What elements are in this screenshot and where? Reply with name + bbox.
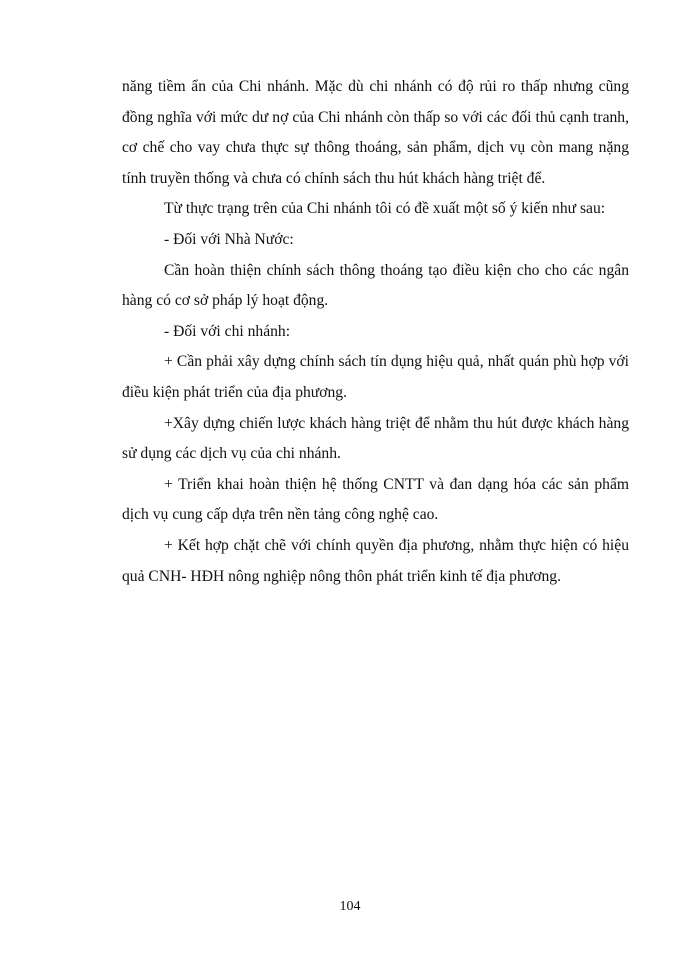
heading-branch: - Đối với chi nhánh: xyxy=(164,322,291,340)
paragraph-state-recommendation: Cần hoàn thiện chính sách thông thoáng tạo điều kiện cho cho các ngân hàng có cơ sở pháp lý hoạt động. xyxy=(122,261,629,310)
page-number: 104 xyxy=(339,899,361,914)
branch-item-local-cooperation: + Kết hợp chặt chẽ với chính quyền địa phương, nhằm thực hiện có hiệu quả CNH- HĐH nông nghiệp nông thôn phát triển kinh tế địa phương. xyxy=(122,536,629,585)
paragraph-proposal-intro: Từ thực trạng trên của Chi nhánh tôi có đề xuất một số ý kiến như sau: xyxy=(164,200,606,218)
branch-item-customer-strategy: +Xây dựng chiến lược khách hàng triệt để nhằm thu hút được khách hàng sử dụng các dịch vụ của chi nhánh. xyxy=(122,414,629,463)
branch-item-it-system: + Triển khai hoàn thiện hệ thống CNTT và đan dạng hóa các sản phẩm dịch vụ cung cấp dựa trên nền tảng công nghệ cao. xyxy=(122,475,629,524)
body-text xyxy=(122,72,629,592)
paragraph-continuation: năng tiềm ẩn của Chi nhánh. Mặc dù chi nhánh có độ rủi ro thấp nhưng cũng đồng nghĩa với mức dư nợ của Chi nhánh còn thấp so với các đối thủ cạnh tranh, cơ chế cho vay chưa thực sự thông thoáng, sản phẩm, dịch vụ còn mang nặng tính truyền thống và chưa có chính sách thu hút khách hàng triệt để. xyxy=(122,78,629,187)
heading-state: - Đối với Nhà Nước: xyxy=(164,230,294,248)
branch-item-credit-policy: + Cần phải xây dựng chính sách tín dụng hiệu quả, nhất quán phù hợp với điều kiện phát triển của địa phương. xyxy=(122,353,629,401)
